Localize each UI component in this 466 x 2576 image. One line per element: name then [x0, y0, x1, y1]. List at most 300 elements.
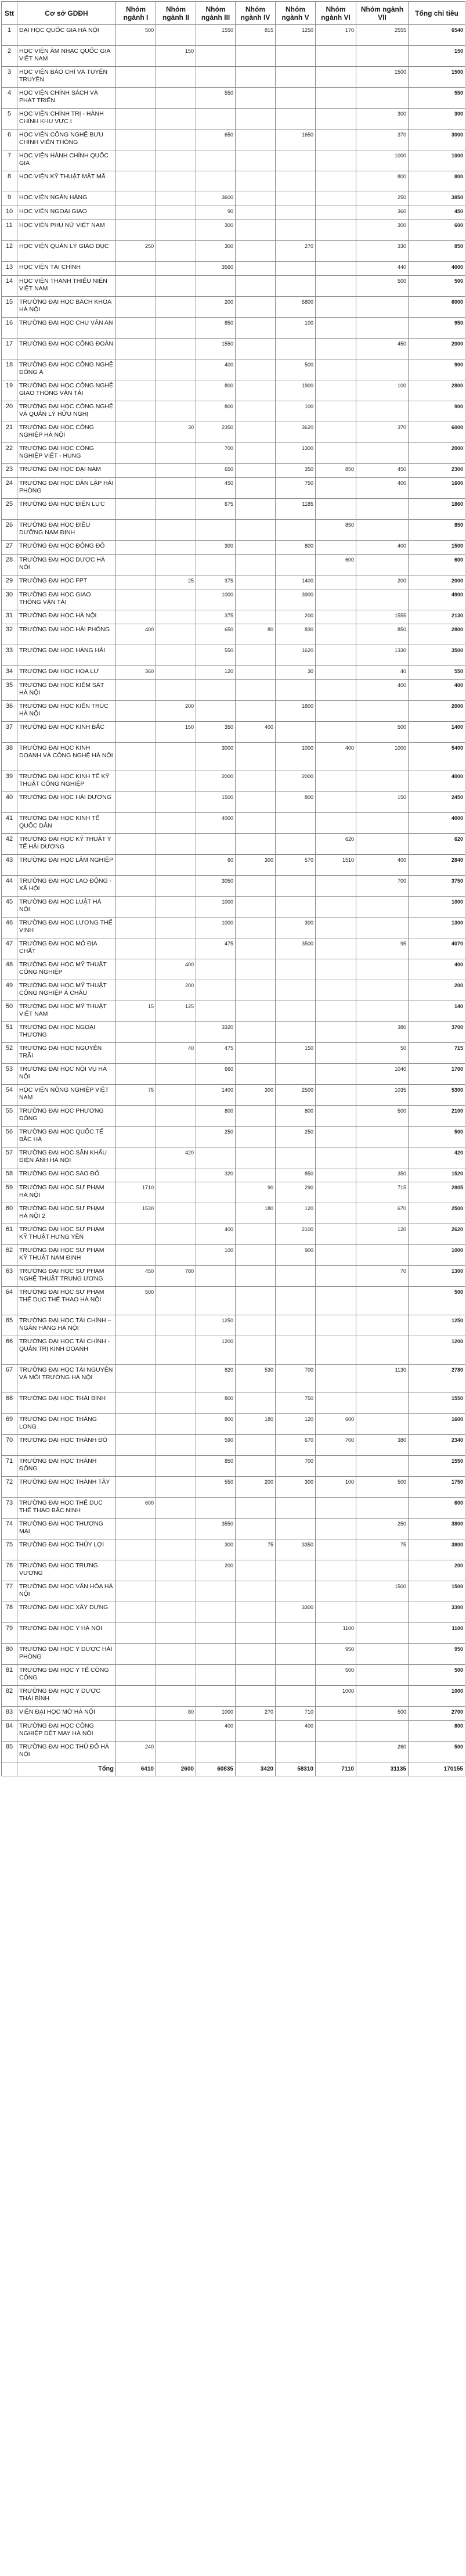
row-group-5	[276, 150, 316, 171]
row-institution: HỌC VIỆN NGÂN HÀNG	[17, 192, 116, 206]
row-stt: 46	[2, 918, 17, 938]
row-group-6	[316, 1168, 356, 1182]
row-group-4	[236, 555, 276, 575]
row-group-1	[116, 575, 156, 589]
row-group-1: 500	[116, 1287, 156, 1315]
row-group-4	[236, 541, 276, 555]
row-total: 1700	[409, 1064, 465, 1085]
row-stt: 41	[2, 813, 17, 834]
row-group-1	[116, 1106, 156, 1127]
row-institution: HỌC VIỆN CÔNG NGHỆ BƯU CHÍNH VIỄN THÔNG	[17, 129, 116, 150]
row-group-5: 30	[276, 666, 316, 680]
row-total: 3300	[409, 1602, 465, 1623]
row-institution: TRƯỜNG ĐẠI HỌC CÔNG NGHỆ VÀ QUẢN LÝ HỮU NGHỊ	[17, 401, 116, 422]
row-group-5: 200	[276, 610, 316, 624]
row-group-7: 1500	[356, 1581, 409, 1602]
row-total: 2000	[409, 575, 465, 589]
row-institution: TRƯỜNG ĐẠI HỌC KINH TẾ KỸ THUẬT CÔNG NGHIỆP	[17, 771, 116, 792]
table-row	[2, 897, 465, 918]
row-group-2	[156, 541, 196, 555]
row-group-7: 70	[356, 1266, 409, 1287]
row-group-3	[196, 67, 236, 88]
row-group-2	[156, 1742, 196, 1762]
row-group-4	[236, 1336, 276, 1365]
row-group-1	[116, 339, 156, 359]
row-stt: 56	[2, 1127, 17, 1147]
row-group-4: 200	[236, 1477, 276, 1498]
row-institution: TRƯỜNG ĐẠI HỌC HÀNG HẢI	[17, 645, 116, 666]
row-group-2	[156, 918, 196, 938]
row-total: 2340	[409, 1435, 465, 1456]
col-group-5: Nhóm ngành V	[276, 2, 316, 25]
row-group-4	[236, 443, 276, 464]
row-group-3: 3320	[196, 1022, 236, 1043]
row-group-5: 3620	[276, 422, 316, 443]
row-institution: TRƯỜNG ĐẠI HỌC Y DƯỢC THÁI BÌNH	[17, 1686, 116, 1707]
row-group-1	[116, 701, 156, 722]
row-group-4	[236, 666, 276, 680]
row-group-3: 1550	[196, 339, 236, 359]
row-group-2	[156, 1064, 196, 1085]
row-total: 2100	[409, 1106, 465, 1127]
row-group-5: 1250	[276, 25, 316, 46]
row-total: 1860	[409, 499, 465, 520]
row-institution: TRƯỜNG ĐẠI HỌC KINH TẾ QUỐC DÂN	[17, 813, 116, 834]
row-institution: TRƯỜNG ĐẠI HỌC MỸ THUẬT CÔNG NGHIỆP	[17, 959, 116, 980]
row-group-5	[276, 88, 316, 109]
row-group-1	[116, 1456, 156, 1477]
table-row	[2, 938, 465, 959]
row-institution: TRƯỜNG ĐẠI HỌC CÔNG ĐOÀN	[17, 339, 116, 359]
row-group-3: 300	[196, 541, 236, 555]
row-total: 140	[409, 1001, 465, 1022]
table-row	[2, 876, 465, 897]
row-group-3	[196, 1623, 236, 1644]
row-group-6	[316, 1001, 356, 1022]
row-group-2	[156, 241, 196, 262]
row-group-3	[196, 520, 236, 541]
row-institution: TRƯỜNG ĐẠI HỌC HOA LƯ	[17, 666, 116, 680]
row-group-3: 100	[196, 1245, 236, 1266]
total-group-1: 6410	[116, 1762, 156, 1776]
row-group-4	[236, 1168, 276, 1182]
row-group-3	[196, 1742, 236, 1762]
row-institution: TRƯỜNG ĐẠI HỌC CÔNG NGHỆ GIAO THÔNG VẬN TẢI	[17, 380, 116, 401]
row-group-7: 1035	[356, 1085, 409, 1106]
row-group-6	[316, 220, 356, 241]
row-group-7: 350	[356, 1168, 409, 1182]
row-group-1	[116, 88, 156, 109]
table-row	[2, 478, 465, 499]
table-row	[2, 1414, 465, 1435]
row-group-4: 400	[236, 722, 276, 743]
row-group-7	[356, 1498, 409, 1519]
row-group-5: 300	[276, 1477, 316, 1498]
row-group-7	[356, 520, 409, 541]
row-total: 1100	[409, 1623, 465, 1644]
row-group-3: 820	[196, 1365, 236, 1393]
row-stt: 26	[2, 520, 17, 541]
table-row	[2, 792, 465, 813]
row-group-6	[316, 262, 356, 276]
row-group-7: 450	[356, 464, 409, 478]
row-group-3: 1000	[196, 1707, 236, 1721]
table-row	[2, 401, 465, 422]
row-group-3	[196, 109, 236, 129]
row-group-2	[156, 1168, 196, 1182]
row-stt: 65	[2, 1315, 17, 1336]
table-row	[2, 1365, 465, 1393]
table-row	[2, 1336, 465, 1365]
row-institution: HỌC VIỆN PHỤ NỮ VIỆT NAM	[17, 220, 116, 241]
row-group-2: 150	[156, 722, 196, 743]
row-group-6: 100	[316, 1477, 356, 1498]
col-total: Tổng chỉ tiêu	[409, 2, 465, 25]
row-group-4	[236, 1315, 276, 1336]
row-group-6	[316, 792, 356, 813]
row-institution: HỌC VIỆN TÀI CHÍNH	[17, 262, 116, 276]
row-group-6	[316, 575, 356, 589]
row-group-2	[156, 359, 196, 380]
row-group-7: 800	[356, 171, 409, 192]
row-group-2	[156, 499, 196, 520]
row-group-7	[356, 589, 409, 610]
table-row	[2, 1393, 465, 1414]
row-group-7: 360	[356, 206, 409, 220]
row-stt: 6	[2, 129, 17, 150]
row-group-7: 500	[356, 276, 409, 297]
table-row	[2, 1477, 465, 1498]
row-group-4	[236, 918, 276, 938]
row-institution: TRƯỜNG ĐẠI HỌC CÔNG NGHIỆP DỆT MAY HÀ NỘI	[17, 1721, 116, 1742]
row-group-2: 125	[156, 1001, 196, 1022]
row-group-4	[236, 1498, 276, 1519]
row-group-3	[196, 1266, 236, 1287]
row-group-1	[116, 318, 156, 339]
row-group-1	[116, 1315, 156, 1336]
row-institution: TRƯỜNG ĐẠI HỌC ĐÔNG ĐÔ	[17, 541, 116, 555]
row-total: 600	[409, 555, 465, 575]
row-group-2: 780	[156, 1266, 196, 1287]
row-group-5	[276, 980, 316, 1001]
row-group-1: 240	[116, 1742, 156, 1762]
row-group-3: 200	[196, 1560, 236, 1581]
row-total: 1600	[409, 478, 465, 499]
row-group-5: 1300	[276, 443, 316, 464]
row-group-3: 700	[196, 443, 236, 464]
row-group-3: 90	[196, 206, 236, 220]
table-row	[2, 1001, 465, 1022]
row-stt: 84	[2, 1721, 17, 1742]
row-stt: 34	[2, 666, 17, 680]
row-group-7: 500	[356, 1477, 409, 1498]
row-group-1	[116, 897, 156, 918]
row-group-2	[156, 555, 196, 575]
row-group-2	[156, 1665, 196, 1686]
row-group-3	[196, 1665, 236, 1686]
row-group-1	[116, 1168, 156, 1182]
table-row	[2, 1560, 465, 1581]
row-stt: 37	[2, 722, 17, 743]
row-group-2	[156, 67, 196, 88]
row-institution: TRƯỜNG ĐẠI HỌC HẢI PHÒNG	[17, 624, 116, 645]
row-institution: HỌC VIỆN NÔNG NGHIỆP VIỆT NAM	[17, 1085, 116, 1106]
row-group-3: 800	[196, 1106, 236, 1127]
row-group-4	[236, 959, 276, 980]
row-group-6	[316, 980, 356, 1001]
row-group-1	[116, 380, 156, 401]
row-group-7: 75	[356, 1539, 409, 1560]
row-group-3: 120	[196, 666, 236, 680]
row-group-1: 250	[116, 241, 156, 262]
row-group-2	[156, 1085, 196, 1106]
row-stt: 47	[2, 938, 17, 959]
col-group-1: Nhóm ngành I	[116, 2, 156, 25]
row-group-3: 2350	[196, 422, 236, 443]
row-group-7	[356, 46, 409, 67]
row-total: 400	[409, 959, 465, 980]
row-group-5	[276, 109, 316, 129]
row-group-2	[156, 666, 196, 680]
row-group-4	[236, 359, 276, 380]
row-group-4	[236, 422, 276, 443]
row-group-4	[236, 1001, 276, 1022]
row-stt: 9	[2, 192, 17, 206]
row-group-4	[236, 1623, 276, 1644]
row-group-1	[116, 1581, 156, 1602]
row-institution: TRƯỜNG ĐẠI HỌC LÂM NGHIỆP	[17, 855, 116, 876]
row-group-5: 850	[276, 1168, 316, 1182]
row-group-4	[236, 1721, 276, 1742]
row-group-3: 650	[196, 624, 236, 645]
row-stt: 12	[2, 241, 17, 262]
row-group-1	[116, 1224, 156, 1245]
row-stt: 60	[2, 1203, 17, 1224]
row-institution: TRƯỜNG ĐẠI HỌC TÀI CHÍNH - QUẢN TRỊ KINH DOANH	[17, 1336, 116, 1365]
row-institution: TRƯỜNG ĐẠI HỌC GIAO THÔNG VẬN TẢI	[17, 589, 116, 610]
row-group-5	[276, 813, 316, 834]
row-group-6	[316, 1022, 356, 1043]
row-group-5: 300	[276, 918, 316, 938]
row-group-3: 800	[196, 401, 236, 422]
row-group-5: 350	[276, 464, 316, 478]
row-group-2	[156, 680, 196, 701]
row-institution: TRƯỜNG ĐẠI HỌC CHU VĂN AN	[17, 318, 116, 339]
row-group-6: 1100	[316, 1623, 356, 1644]
table-row	[2, 1498, 465, 1519]
row-group-2	[156, 150, 196, 171]
row-group-6	[316, 1560, 356, 1581]
row-total: 500	[409, 1742, 465, 1762]
row-group-4	[236, 192, 276, 206]
row-stt: 21	[2, 422, 17, 443]
row-stt: 79	[2, 1623, 17, 1644]
row-group-3	[196, 1581, 236, 1602]
row-group-7: 260	[356, 1742, 409, 1762]
total-group-4: 3420	[236, 1762, 276, 1776]
row-group-6	[316, 959, 356, 980]
row-total: 3500	[409, 645, 465, 666]
row-group-1	[116, 520, 156, 541]
row-stt: 4	[2, 88, 17, 109]
row-group-1	[116, 1127, 156, 1147]
row-stt: 19	[2, 380, 17, 401]
row-total: 550	[409, 666, 465, 680]
row-stt: 70	[2, 1435, 17, 1456]
row-institution: TRƯỜNG ĐẠI HỌC HÀ NỘI	[17, 610, 116, 624]
row-stt: 30	[2, 589, 17, 610]
row-group-2	[156, 876, 196, 897]
row-group-6: 1510	[316, 855, 356, 876]
row-stt: 75	[2, 1539, 17, 1560]
row-group-4	[236, 220, 276, 241]
row-group-1: 1710	[116, 1182, 156, 1203]
row-total: 2800	[409, 624, 465, 645]
table-row	[2, 220, 465, 241]
row-group-3: 200	[196, 297, 236, 318]
row-group-1	[116, 1435, 156, 1456]
row-stt: 50	[2, 1001, 17, 1022]
row-group-2	[156, 1127, 196, 1147]
row-institution: TRƯỜNG ĐẠI HỌC MỎ ĐỊA CHẤT	[17, 938, 116, 959]
row-total: 6540	[409, 25, 465, 46]
row-group-4: 75	[236, 1539, 276, 1560]
row-institution: TRƯỜNG ĐẠI HỌC MỸ THUẬT CÔNG NGHIỆP Á CHÂU	[17, 980, 116, 1001]
row-group-5	[276, 1022, 316, 1043]
table-row	[2, 1456, 465, 1477]
row-group-5: 150	[276, 1043, 316, 1064]
row-stt: 43	[2, 855, 17, 876]
row-group-7: 715	[356, 1182, 409, 1203]
row-stt: 67	[2, 1365, 17, 1393]
table-row	[2, 88, 465, 109]
row-group-5: 270	[276, 241, 316, 262]
row-group-7: 40	[356, 666, 409, 680]
row-group-3	[196, 701, 236, 722]
row-total: 800	[409, 1721, 465, 1742]
row-group-5: 1650	[276, 129, 316, 150]
table-body	[2, 25, 465, 1762]
row-group-6	[316, 318, 356, 339]
table-row	[2, 318, 465, 339]
row-stt: 42	[2, 834, 17, 855]
row-group-5: 1800	[276, 701, 316, 722]
row-group-1	[116, 589, 156, 610]
table-row	[2, 624, 465, 645]
row-total: 900	[409, 359, 465, 380]
row-group-6	[316, 701, 356, 722]
row-stt: 62	[2, 1245, 17, 1266]
row-group-1	[116, 192, 156, 206]
row-group-3: 475	[196, 938, 236, 959]
row-institution: TRƯỜNG ĐẠI HỌC LƯƠNG THẾ VINH	[17, 918, 116, 938]
row-group-5: 3900	[276, 589, 316, 610]
row-group-1	[116, 645, 156, 666]
table-row	[2, 589, 465, 610]
row-group-4	[236, 67, 276, 88]
row-group-4	[236, 380, 276, 401]
row-institution: TRƯỜNG ĐẠI HỌC SƯ PHẠM KỸ THUẬT NAM ĐỊNH	[17, 1245, 116, 1266]
row-group-7: 1500	[356, 67, 409, 88]
row-group-4	[236, 129, 276, 150]
table-row	[2, 339, 465, 359]
row-institution: VIỆN ĐẠI HỌC MỞ HÀ NỘI	[17, 1707, 116, 1721]
row-stt: 14	[2, 276, 17, 297]
row-group-1	[116, 478, 156, 499]
row-group-7	[356, 813, 409, 834]
row-group-5: 800	[276, 541, 316, 555]
row-stt: 63	[2, 1266, 17, 1287]
row-group-3	[196, 1001, 236, 1022]
row-group-1: 600	[116, 1498, 156, 1519]
row-stt: 13	[2, 262, 17, 276]
row-group-7	[356, 1393, 409, 1414]
row-group-3: 1250	[196, 1315, 236, 1336]
row-group-7	[356, 88, 409, 109]
row-group-6	[316, 624, 356, 645]
row-group-7	[356, 401, 409, 422]
row-group-5: 400	[276, 1721, 316, 1742]
row-group-3: 1000	[196, 918, 236, 938]
row-group-1: 450	[116, 1266, 156, 1287]
row-group-4	[236, 575, 276, 589]
row-group-6	[316, 897, 356, 918]
row-total: 2805	[409, 1182, 465, 1203]
row-stt: 24	[2, 478, 17, 499]
row-group-6	[316, 422, 356, 443]
row-group-5	[276, 206, 316, 220]
row-group-6: 1000	[316, 1686, 356, 1707]
row-group-6	[316, 1315, 356, 1336]
table-row	[2, 276, 465, 297]
table-row	[2, 980, 465, 1001]
row-institution: HỌC VIỆN HÀNH CHÍNH QUỐC GIA	[17, 150, 116, 171]
table-row	[2, 359, 465, 380]
row-group-1	[116, 1686, 156, 1707]
row-group-7: 380	[356, 1022, 409, 1043]
row-institution: HỌC VIỆN NGOẠI GIAO	[17, 206, 116, 220]
row-group-1	[116, 499, 156, 520]
row-group-4	[236, 109, 276, 129]
table-row	[2, 541, 465, 555]
row-group-1	[116, 46, 156, 67]
row-group-1	[116, 1043, 156, 1064]
row-group-4	[236, 297, 276, 318]
row-group-5	[276, 67, 316, 88]
row-group-7: 1330	[356, 645, 409, 666]
row-stt: 81	[2, 1665, 17, 1686]
row-group-1	[116, 813, 156, 834]
row-group-2	[156, 1106, 196, 1127]
row-group-5	[276, 722, 316, 743]
row-group-1	[116, 680, 156, 701]
row-group-3: 1000	[196, 897, 236, 918]
row-group-5	[276, 1686, 316, 1707]
row-institution: TRƯỜNG ĐẠI HỌC SƯ PHẠM HÀ NỘI	[17, 1182, 116, 1203]
row-stt: 82	[2, 1686, 17, 1707]
row-group-5: 670	[276, 1435, 316, 1456]
row-group-2	[156, 1393, 196, 1414]
row-group-2	[156, 262, 196, 276]
row-group-6	[316, 478, 356, 499]
row-stt: 57	[2, 1147, 17, 1168]
row-group-5: 3500	[276, 938, 316, 959]
row-group-4: 815	[236, 25, 276, 46]
row-total: 1200	[409, 1336, 465, 1365]
row-group-4: 90	[236, 1182, 276, 1203]
row-group-5	[276, 876, 316, 897]
row-group-3: 1000	[196, 589, 236, 610]
